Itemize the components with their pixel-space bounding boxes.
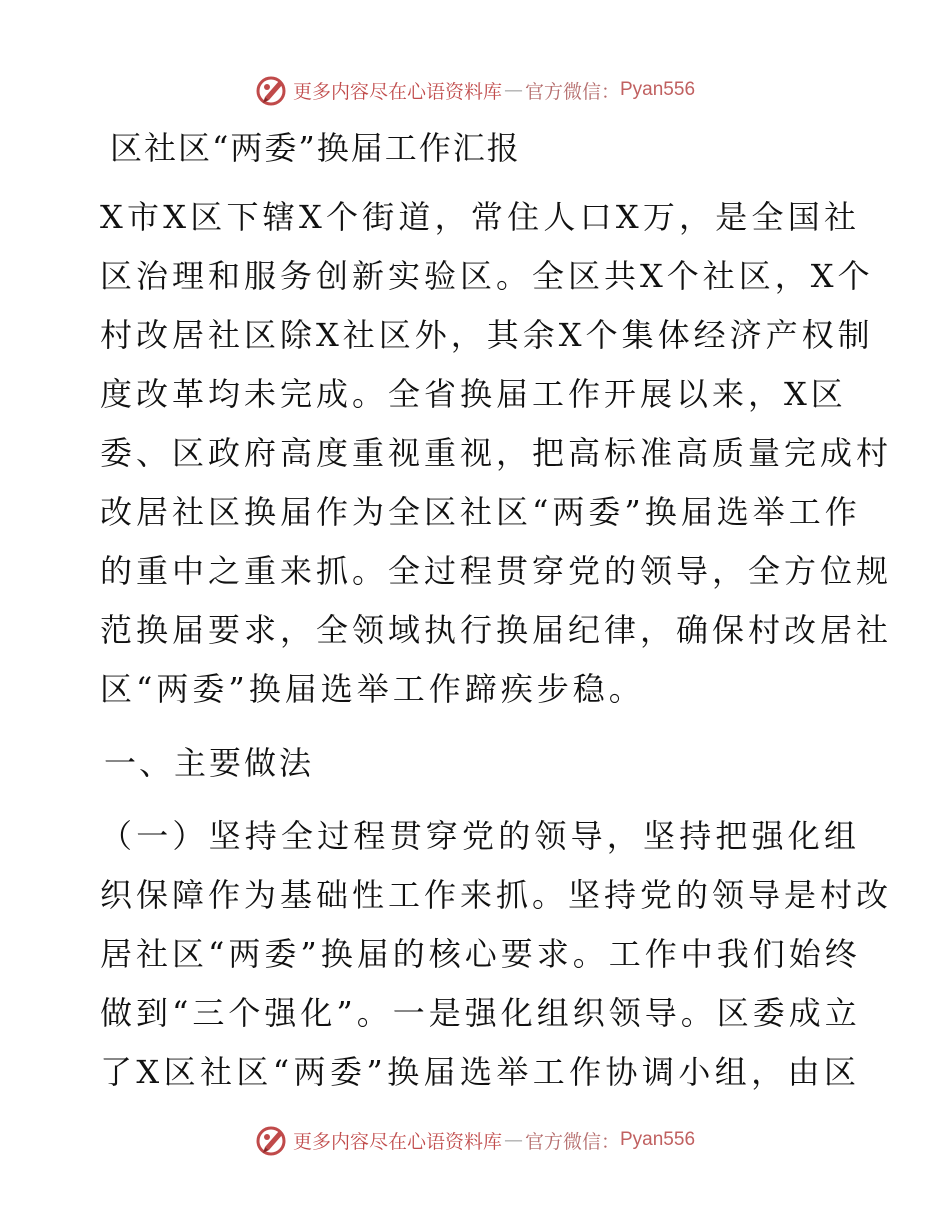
paragraph-line: （一）坚持全过程贯穿党的领导，坚持把强化组 — [100, 817, 860, 855]
intro-paragraph — [100, 188, 893, 719]
paragraph-line: 区治理和服务创新实验区。全区共X个社区，X个 — [100, 257, 874, 295]
paragraph-line: 范换届要求，全领域执行换届纪律，确保村改居社 — [100, 611, 893, 649]
paragraph-line: 度改革均未完成。全省换届工作开展以来，X区 — [100, 375, 847, 413]
footer-watermark — [0, 1120, 950, 1160]
paragraph-line: 区“两委”换届选举工作蹄疾步稳。 — [100, 670, 645, 708]
watermark-id: Pyan556 — [620, 1129, 696, 1150]
pen-logo-icon — [255, 1123, 289, 1157]
watermark-separator: — — [503, 1129, 523, 1151]
paragraph-line: 做到“三个强化”。一是强化组织领导。区委成立 — [100, 994, 861, 1032]
paragraph-line: 居社区“两委”换届的核心要求。工作中我们始终 — [100, 935, 861, 973]
watermark-text: 更多内容尽在心语资料库 — [292, 80, 502, 103]
paragraph-line: 委、区政府高度重视重视，把高标准高质量完成村 — [100, 434, 893, 472]
watermark-id: Pyan556 — [620, 79, 696, 100]
document-title: 区社区“两委”换届工作汇报 — [110, 129, 521, 167]
paragraph-line: 织保障作为基础性工作来抓。坚持党的领导是村改 — [100, 876, 893, 914]
paragraph-line: 村改居社区除X社区外，其余X个集体经济产权制 — [100, 316, 874, 354]
document-body — [100, 120, 893, 1102]
watermark-sub: 官方微信： — [524, 80, 620, 103]
paragraph-line: 的重中之重来抓。全过程贯穿党的领导，全方位规 — [100, 552, 893, 590]
pen-logo-icon — [255, 73, 289, 107]
paragraph-line: 了X区社区“两委”换届选举工作协调小组，由区 — [100, 1053, 860, 1091]
section-heading: 一、主要做法 — [104, 744, 315, 782]
watermark-separator: — — [503, 79, 523, 101]
section-paragraph — [100, 807, 893, 1102]
watermark-sub: 官方微信： — [524, 1130, 620, 1153]
watermark-text: 更多内容尽在心语资料库 — [292, 1130, 502, 1153]
header-watermark — [0, 70, 950, 110]
paragraph-line: X市X区下辖X个街道，常住人口X万，是全国社 — [100, 198, 860, 236]
paragraph-line: 改居社区换届作为全区社区“两委”换届选举工作 — [100, 493, 861, 531]
